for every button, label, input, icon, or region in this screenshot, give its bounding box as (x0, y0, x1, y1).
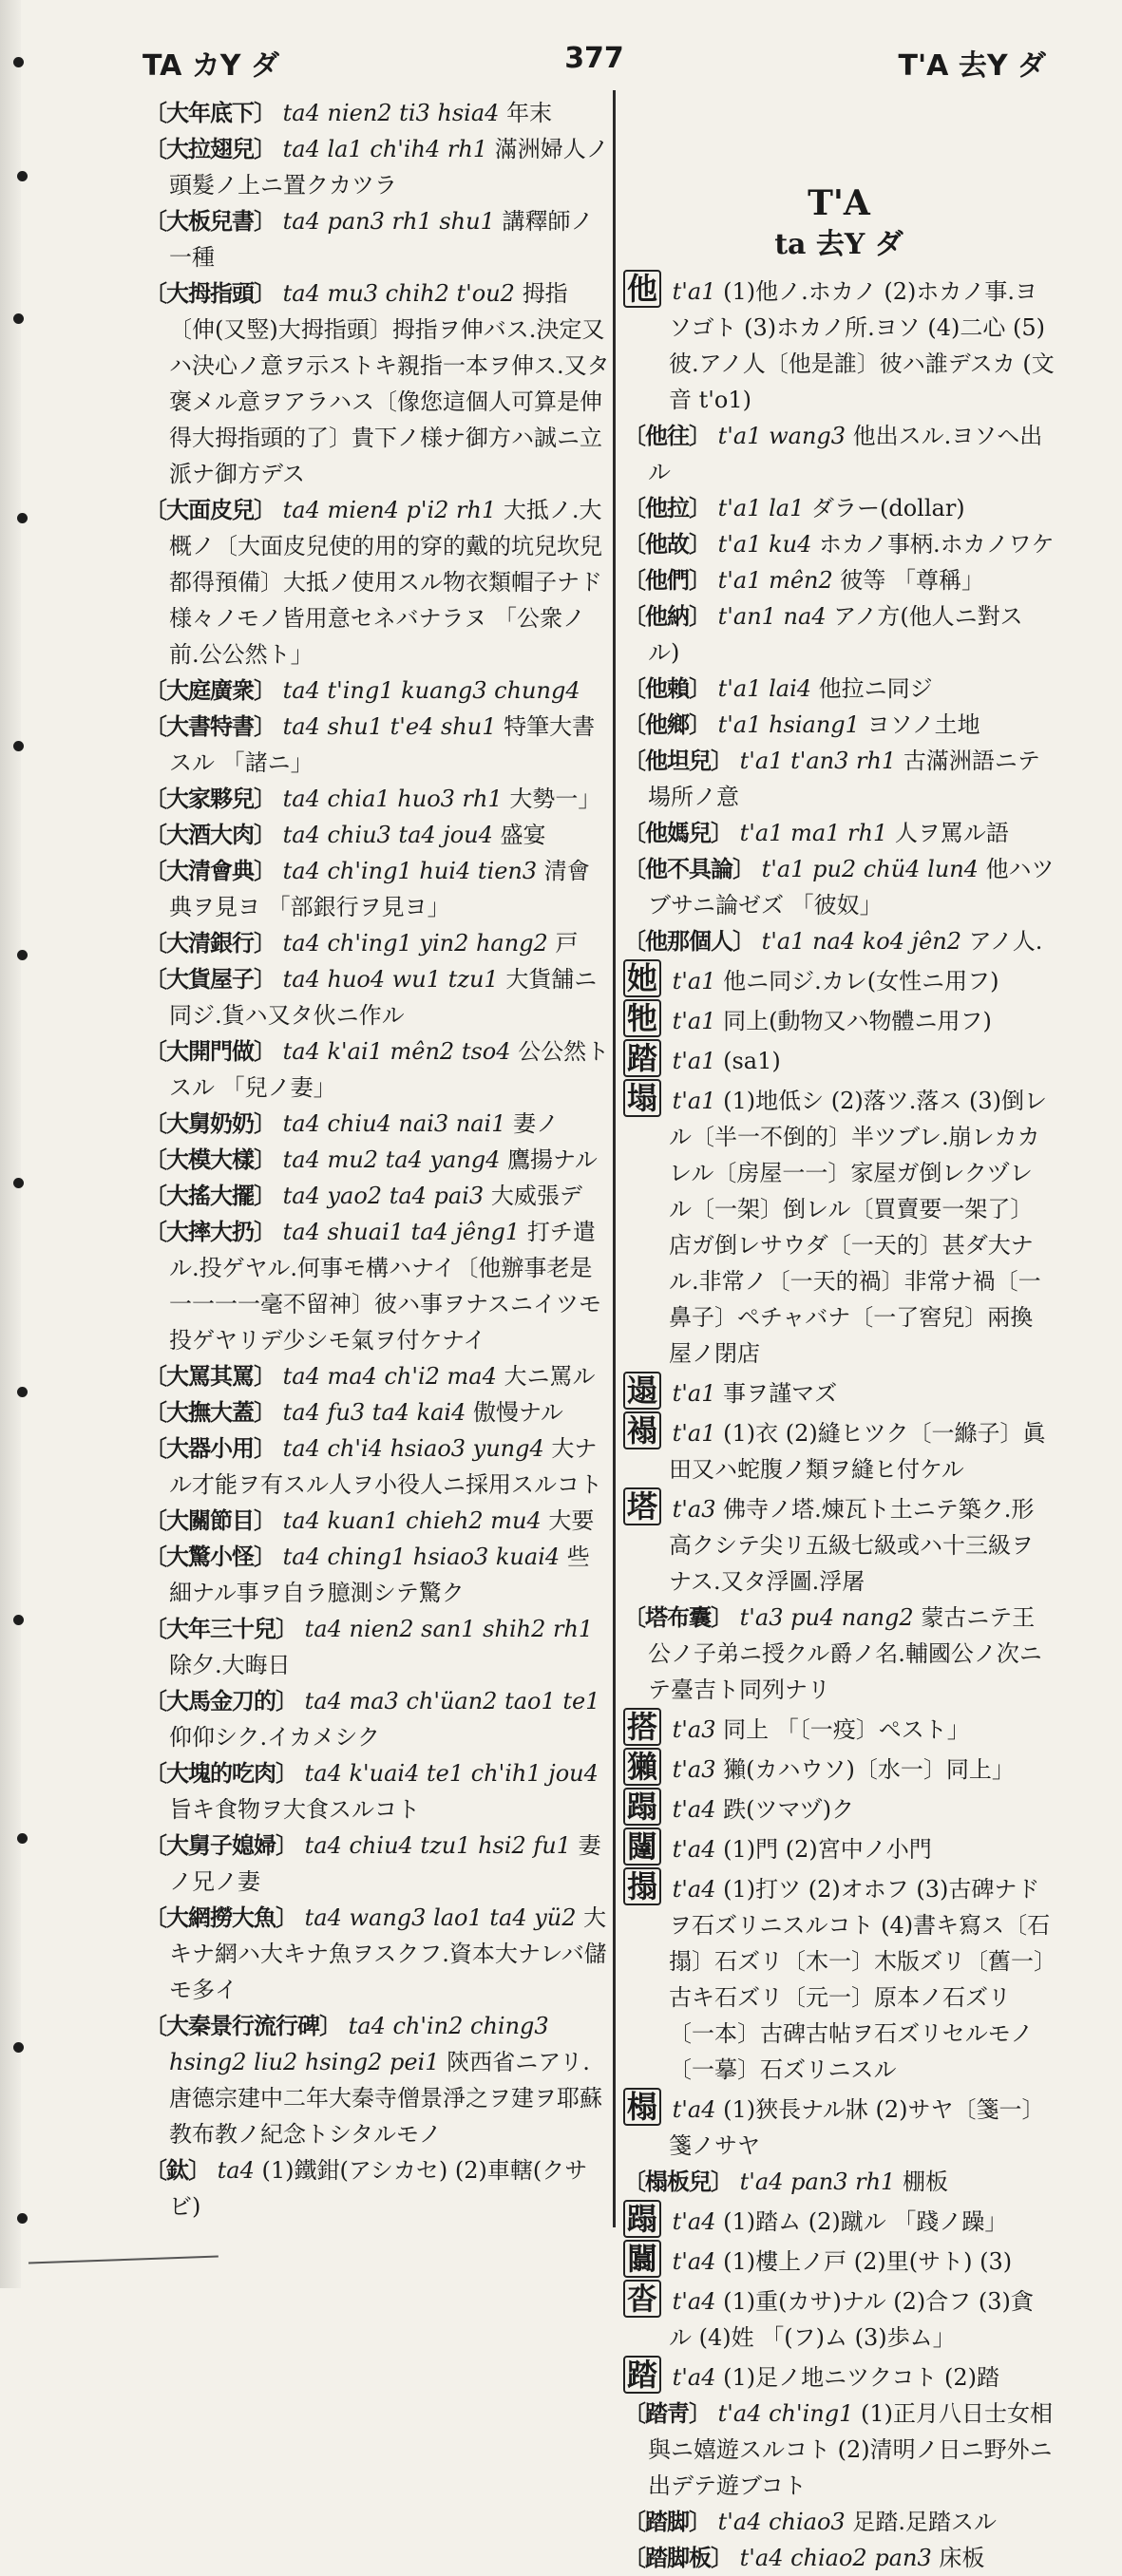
entry-definition: 跌(ツマヅ)ク (723, 1796, 855, 1823)
right-column (623, 95, 1055, 2571)
entry-definition: 大勢一」 (509, 786, 601, 812)
entry-definition: (sa1) (723, 1048, 781, 1074)
entry-definition: (1)衣 (2)縫ヒツク〔一縧子〕眞田又ハ蛇腹ノ類ヲ縫ヒ付ケル (669, 1420, 1046, 1483)
entry-romanization: ta4 shuai1 ta4 jêng1 (282, 1219, 521, 1245)
entry-headword: 〔大罵其罵〕 (144, 1362, 276, 1390)
right-entries (623, 270, 1055, 2576)
entry-romanization: t'a1 ku4 (717, 531, 812, 558)
entry-definition: 滿洲婦人ノ頭髮ノ上ニ置クカツラ (169, 136, 609, 199)
entry-definition: (1)門 (2)宮中ノ小門 (723, 1836, 932, 1863)
entry-romanization: t'a4 chiao3 (717, 2509, 846, 2535)
entry-romanization: ta4 t'ing1 kuang3 chung4 (282, 677, 580, 704)
entry-definition: 些細ナル事ヲ自ラ臆測シテ驚ク (169, 1544, 590, 1606)
page-header (143, 42, 1046, 85)
entry-romanization: t'a1 (672, 1380, 716, 1407)
entry-headword: 〔大馬金刀的〕 (144, 1687, 297, 1714)
entry-romanization: ta4 mu2 ta4 yang4 (282, 1146, 501, 1173)
entry-romanization: ta4 mien4 p'i2 rh1 (282, 497, 497, 523)
dictionary-entry (144, 1214, 610, 1358)
dictionary-entry (144, 1178, 610, 1214)
entry-definition: 床板 (939, 2545, 985, 2571)
entry-romanization: ta4 shu1 t'e4 shu1 (282, 713, 497, 740)
entry-definition: (1)狹長ナル牀 (2)サヤ〔箋一〕箋ノサヤ (669, 2096, 1045, 2159)
dictionary-entry (623, 2504, 1055, 2540)
dictionary-entry (623, 2088, 1055, 2164)
entry-headword: 〔大網撈大魚〕 (144, 1904, 297, 1931)
entry-romanization: t'a4 (672, 2096, 716, 2123)
entry-romanization: ta4 (217, 2157, 255, 2184)
entry-romanization: t'a1 (672, 1088, 716, 1114)
entry-romanization: ta4 k'uai4 te1 ch'ih1 jou4 (304, 1760, 599, 1787)
entry-headword: 〔鈦〕 (144, 2156, 210, 2184)
entry-romanization: t'a3 pu4 nang2 (739, 1604, 914, 1631)
dictionary-entry (623, 526, 1055, 562)
header-right: T'A 去Y ダ (898, 49, 1046, 83)
dictionary-entry (623, 707, 1055, 743)
dictionary-entry (623, 1788, 1055, 1828)
entry-headword: 闥 (623, 1828, 661, 1866)
dictionary-entry (623, 490, 1055, 526)
entry-definition: 妻ノ (513, 1110, 560, 1137)
dictionary-entry (144, 1683, 610, 1755)
entry-definition: 他ハツブサニ論ゼズ 「彼奴」 (648, 856, 1055, 919)
entry-romanization: ta4 fu3 ta4 kai4 (282, 1399, 466, 1426)
binding-hole (13, 57, 24, 67)
dictionary-entry (144, 1755, 610, 1828)
entry-definition: 大貨舗ニ同ジ.貨ハ又タ伙ニ作ル (169, 966, 598, 1029)
entry-definition: ホカノ事柄.ホカノワケ (819, 531, 1055, 558)
entry-romanization: t'a4 (672, 1796, 716, 1823)
page-number: 377 (564, 42, 624, 75)
dictionary-entry (144, 1033, 610, 1106)
entry-definition: 大抵ノ.大概ノ〔大面皮兒使的用的穿的戴的坑兒坎兒都得預備〕大抵ノ使用スル物衣類帽子ナド様々ノモノ皆用意セネバナラヌ 「公衆ノ前.公公然ト」 (169, 497, 602, 668)
entry-headword: 〔他拉〕 (623, 494, 711, 521)
binding-hole (13, 1178, 24, 1188)
entry-headword: 〔他鄉〕 (623, 710, 711, 738)
entry-definition: 傲慢ナル (473, 1399, 563, 1426)
entry-headword: 搨 (623, 1867, 661, 1905)
entry-definition: (1)地低シ (2)落ツ.落ス (3)倒レル〔半一不倒的〕半ツブレ.崩レカカレル〔房屋一一〕家屋ガ倒レクヅレル〔一架〕倒レル〔買賣要一架了〕店ガ倒レサウダ〔一天的〕甚ダ大ナル.非常ノ〔一天的禍〕非常ナ禍〔一鼻子〕ペチャバナ〔一了窖兒〕兩換屋ノ閉店 (669, 1088, 1047, 1367)
dictionary-entry (623, 1708, 1055, 1748)
entry-romanization: ta4 chiu4 nai3 nai1 (282, 1110, 506, 1137)
entry-definition: 古滿洲語ニテ場所ノ意 (648, 748, 1040, 810)
dictionary-entry (144, 853, 610, 925)
entry-headword: 〔他媽兒〕 (623, 819, 732, 846)
dictionary-entry (144, 203, 610, 275)
dictionary-entry (623, 2280, 1055, 2356)
dictionary-entry (144, 1503, 610, 1539)
entry-definition: 他ニ同ジ.カレ(女性ニ用フ) (723, 968, 999, 994)
dictionary-entry (144, 709, 610, 781)
entry-headword: 〔他賴〕 (623, 674, 711, 702)
entry-romanization: t'a1 (672, 1048, 716, 1074)
entry-definition: 大キナ網ハ大キナ魚ヲスクフ.資本大ナレバ儲モ多イ (169, 1904, 607, 2003)
dictionary-entry (623, 270, 1055, 418)
entry-definition: 戸 (555, 930, 579, 957)
entry-headword: 褟 (623, 1411, 661, 1449)
entry-definition: 公公然トスル 「兒ノ妻」 (169, 1038, 610, 1101)
dictionary-entry (144, 95, 610, 131)
entry-romanization: ta4 nien2 ti3 hsia4 (282, 100, 500, 126)
dictionary-entry (144, 1430, 610, 1503)
entry-romanization: ta4 la1 ch'ih4 rh1 (282, 136, 488, 162)
entry-headword: 〔踏脚板〕 (623, 2544, 732, 2571)
entry-headword: 〔他納〕 (623, 602, 711, 630)
entry-headword: 〔大搖大擺〕 (144, 1182, 276, 1209)
entry-romanization: t'a4 chiao2 pan3 (739, 2545, 932, 2571)
entry-headword: 〔他往〕 (623, 422, 711, 449)
dictionary-entry (623, 418, 1055, 490)
entry-definition: 大要 (548, 1507, 595, 1534)
dictionary-entry (623, 1600, 1055, 1708)
entry-headword: 〔大舅子媳婦〕 (144, 1831, 297, 1859)
entry-romanization: ta4 ch'i4 hsiao3 yung4 (282, 1435, 544, 1462)
entry-headword: 〔大板兒書〕 (144, 207, 276, 235)
entry-headword: 〔大面皮兒〕 (144, 496, 276, 523)
entry-romanization: ta4 mu3 chih2 t'ou2 (282, 280, 515, 307)
entry-romanization: t'a1 na4 ko4 jên2 (761, 928, 962, 955)
entry-definition: 獺(カハウソ)〔水一〕同上」 (723, 1756, 1015, 1783)
entry-headword: 〔大摔大扔〕 (144, 1218, 276, 1245)
entry-headword: 〔大拉翅兒〕 (144, 135, 276, 162)
entry-romanization: t'a3 (672, 1756, 716, 1783)
dictionary-entry (623, 562, 1055, 598)
entry-definition: 大ニ罵ル (504, 1363, 596, 1390)
binding-hole (13, 313, 24, 324)
entry-headword: 踏 (623, 2356, 661, 2394)
entry-definition: 鷹揚ナル (507, 1146, 598, 1173)
entry-headword: 沓 (623, 2280, 661, 2318)
entry-headword: 〔大秦景行流行碑〕 (144, 2012, 341, 2039)
scan-mark (29, 2256, 219, 2270)
entry-definition: (1)打ツ (2)オホフ (3)古碑ナドヲ石ズリニスルコト (4)書キ寫ス〔石搨〕石ズリ〔木一〕木版ズリ〔舊一〕古キ石ズリ〔元一〕原本ノ石ズリ〔一本〕古碑古帖ヲ石ズリセルモノ〔一摹〕石ズリニスル (669, 1876, 1051, 2083)
entry-definition: 特筆大書スル 「諸ニ」 (169, 713, 596, 776)
dictionary-entry (623, 2164, 1055, 2200)
entry-headword: 〔他那個人〕 (623, 927, 754, 955)
entry-headword: 〔大貨屋子〕 (144, 965, 276, 993)
binding-hole (17, 950, 28, 960)
dictionary-entry (623, 1039, 1055, 1079)
entry-romanization: ta4 wang3 lao1 ta4 yü2 (304, 1904, 577, 1931)
entry-headword: 〔大撫大蓋〕 (144, 1398, 276, 1426)
entry-romanization: t'a3 (672, 1496, 716, 1523)
entry-headword: 〔他坦兒〕 (623, 747, 732, 774)
entry-romanization: t'an1 na4 (717, 603, 827, 630)
entry-headword: 〔大庭廣衆〕 (144, 676, 276, 704)
entry-definition: (1)樓上ノ戸 (2)里(サト) (3) (723, 2248, 1013, 2275)
dictionary-entry (144, 131, 610, 203)
entry-definition: アノ人. (968, 928, 1043, 955)
entry-definition: 盛宴 (500, 822, 546, 848)
dictionary-entry (144, 672, 610, 709)
dictionary-entry (623, 1411, 1055, 1487)
dictionary-entry (144, 817, 610, 853)
entry-definition: 除夕.大晦日 (169, 1652, 291, 1678)
entry-definition: 打チ遣ル.投ゲヤル.何事モ構ハナイ〔他辦事老是一一一一毫不留神〕彼ハ事ヲナスニイツモ投ゲヤリデ少シモ氣ヲ付ケナイ (169, 1219, 602, 1354)
entry-definition: 蒙古ニテ王公ノ子弟ニ授クル爵ノ名.輔國公ノ次ニテ臺吉ト同列ナリ (648, 1604, 1042, 1703)
dictionary-entry (623, 815, 1055, 851)
left-column (144, 95, 610, 2220)
dictionary-entry (144, 2152, 610, 2225)
entry-romanization: t'a1 la1 (717, 495, 805, 521)
dictionary-entry (623, 2396, 1055, 2504)
dictionary-entry (623, 2240, 1055, 2280)
dictionary-entry (144, 1358, 610, 1394)
entry-definition: 旨キ食物ヲ大食スルコト (169, 1796, 420, 1823)
section-subtitle: ta 去Y ダ (774, 228, 903, 261)
entry-romanization: t'a1 hsiang1 (717, 711, 860, 738)
entry-romanization: t'a1 (672, 1008, 716, 1034)
entry-definition: (1)重(カサ)ナル (2)合フ (3)貪ル (4)姓 「(フ)ム (3)歩ム」 (669, 2288, 1034, 2351)
entry-definition: 彼等 「尊稱」 (840, 567, 985, 594)
dictionary-entry (144, 781, 610, 817)
binding-hole (17, 1387, 28, 1397)
dictionary-entry (144, 925, 610, 961)
entry-headword: 牠 (623, 999, 661, 1037)
dictionary-entry (623, 2540, 1055, 2576)
entry-headword: 〔大塊的吃肉〕 (144, 1759, 297, 1787)
entry-definition: 拇指〔伸(又竪)大拇指頭〕拇指ヲ伸バス.決定又ハ決心ノ意ヲ示ストキ親指一本ヲ伸ス.又タ褒メル意ヲアラハス〔像您這個人可算是伸得大拇指頭的了〕貴下ノ様ナ御方ハ誠ニ立派ナ御方デス (169, 280, 610, 487)
entry-headword: 〔他不具論〕 (623, 855, 754, 882)
section-title: T'A (808, 183, 870, 223)
entry-headword: 搭 (623, 1708, 661, 1746)
entry-headword: 〔榻板兒〕 (623, 2168, 732, 2195)
entry-headword: 〔大年三十兒〕 (144, 1615, 297, 1642)
entry-romanization: ta4 ma4 ch'i2 ma4 (282, 1363, 497, 1390)
entry-headword: 〔他故〕 (623, 530, 711, 558)
dictionary-entry (623, 1748, 1055, 1788)
entry-headword: 蹋 (623, 1788, 661, 1826)
entry-headword: 蹋 (623, 2200, 661, 2238)
dictionary-entry (144, 1394, 610, 1430)
binding-hole (13, 741, 24, 751)
entry-definition: 他出スル.ヨソヘ出ル (648, 423, 1043, 485)
entry-definition: ダラー(dollar) (810, 495, 965, 521)
entry-definition: (1)足ノ地ニツクコト (2)踏 (723, 2364, 1000, 2391)
entry-definition: (1)踏ム (2)蹴ル 「踐ノ躁」 (723, 2208, 1008, 2235)
entry-headword: 〔大家夥兒〕 (144, 785, 276, 812)
entry-headword: 〔踏脚〕 (623, 2508, 711, 2535)
entry-romanization: ta4 ching1 hsiao3 kuai4 (282, 1544, 561, 1570)
entry-romanization: t'a1 (672, 968, 716, 994)
entry-headword: 〔大模大樣〕 (144, 1146, 276, 1173)
entry-definition: 事ヲ謹マズ (723, 1380, 838, 1407)
entry-headword: 塌 (623, 1079, 661, 1117)
entry-headword: 〔大清銀行〕 (144, 929, 276, 957)
dictionary-entry (623, 1867, 1055, 2088)
entry-headword: 〔大書特書〕 (144, 712, 276, 740)
entry-definition: 同上 「〔一疫〕ペスト」 (723, 1716, 970, 1743)
entry-romanization: t'a1 (672, 1420, 716, 1447)
dictionary-entry (623, 1079, 1055, 1372)
entry-romanization: t'a1 mên2 (717, 567, 833, 594)
dictionary-entry (144, 2008, 610, 2152)
entry-definition: 人ヲ罵ル語 (894, 820, 1009, 846)
entry-definition: アノ方(他人ニ對スル) (648, 603, 1023, 666)
entry-definition: (1)他ノ.ホカノ (2)ホカノ事.ヨソゴト (3)ホカノ所.ヨソ (4)二心 (5)彼.アノ人〔他是誰〕彼ハ誰デスカ (文音 t'o1) (669, 278, 1055, 413)
entry-romanization: t'a4 (672, 2208, 716, 2235)
entry-romanization: ta4 huo4 wu1 tzu1 (282, 966, 499, 993)
entry-definition: 他拉ニ同ジ (818, 675, 933, 702)
entry-romanization: t'a1 lai4 (717, 675, 812, 702)
dictionary-entry (623, 743, 1055, 815)
entry-definition: 清會典ヲ見ヨ 「部銀行ヲ見ヨ」 (169, 858, 590, 920)
entry-definition: 大ナル才能ヲ有スル人ヲ小役人ニ採用スルコト (169, 1435, 602, 1498)
entry-romanization: t'a4 (672, 2288, 716, 2315)
entry-definition: ヨソノ土地 (866, 711, 980, 738)
entry-romanization: ta4 chia1 huo3 rh1 (282, 786, 503, 812)
entry-headword: 〔大器小用〕 (144, 1434, 276, 1462)
dictionary-entry (623, 851, 1055, 923)
entry-romanization: t'a1 (672, 278, 716, 305)
binding-margin (0, 0, 21, 2288)
entry-headword: 〔大清會典〕 (144, 857, 276, 884)
entry-headword: 〔塔布囊〕 (623, 1603, 732, 1631)
dictionary-entry (623, 959, 1055, 999)
entry-romanization: ta4 yao2 ta4 pai3 (282, 1183, 485, 1209)
entry-romanization: ta4 nien2 san1 shih2 rh1 (304, 1616, 594, 1642)
entry-headword: 〔踏靑〕 (623, 2399, 711, 2427)
entry-definition: 妻ノ兄ノ妻 (169, 1832, 601, 1895)
entry-definition: 大威張デ (490, 1183, 582, 1209)
entry-romanization: t'a1 wang3 (717, 423, 846, 449)
entry-headword: 榻 (623, 2088, 661, 2126)
entry-definition: 棚板 (902, 2169, 948, 2195)
entry-headword: 〔大年底下〕 (144, 99, 276, 126)
dictionary-entry (623, 1487, 1055, 1600)
entry-romanization: t'a4 (672, 1836, 716, 1863)
entry-romanization: ta4 ch'ing1 hui4 tien3 (282, 858, 538, 884)
entry-romanization: t'a1 ma1 rh1 (739, 820, 888, 846)
entry-headword: 〔大酒大肉〕 (144, 821, 276, 848)
dictionary-entry (144, 1611, 610, 1683)
entry-headword: 〔他們〕 (623, 566, 711, 594)
entry-headword: 她 (623, 959, 661, 997)
binding-hole (17, 1833, 28, 1844)
dictionary-entry (144, 1828, 610, 1900)
entry-headword: 闒 (623, 2240, 661, 2278)
binding-hole (13, 2042, 24, 2053)
dictionary-entry (623, 598, 1055, 671)
entry-romanization: ta4 ma3 ch'üan2 tao1 te1 (304, 1688, 600, 1714)
entry-romanization: t'a1 t'an3 rh1 (739, 748, 897, 774)
entry-romanization: ta4 chiu3 ta4 jou4 (282, 822, 493, 848)
entry-romanization: t'a4 (672, 1876, 716, 1903)
entry-headword: 遢 (623, 1372, 661, 1410)
column-divider (613, 90, 616, 2227)
dictionary-entry (144, 275, 610, 492)
entry-headword: 〔大開門做〕 (144, 1037, 276, 1065)
dictionary-entry (144, 961, 610, 1033)
entry-definition: 足踏.足踏スル (852, 2509, 997, 2535)
dictionary-entry (144, 1539, 610, 1611)
entry-definition: 陝西省ニアリ.唐德宗建中二年大秦寺僧景淨之ヲ建ヲ耶蘇教布教ノ紀念トシタルモノ (169, 2049, 602, 2148)
binding-hole (17, 171, 28, 181)
dictionary-entry (623, 671, 1055, 707)
entry-definition: (1)正月八日士女相與ニ嬉遊スルコト (2)清明ノ日ニ野外ニ出デテ遊ブコト (648, 2400, 1053, 2499)
entry-definition: 年末 (506, 100, 553, 126)
binding-hole (17, 513, 28, 523)
entry-romanization: ta4 k'ai1 mên2 tso4 (282, 1038, 511, 1065)
binding-hole (17, 2213, 28, 2224)
entry-romanization: t'a1 pu2 chü4 lun4 (761, 856, 979, 882)
entry-definition: 仰仰シク.イカメシク (169, 1724, 380, 1751)
dictionary-entry (623, 2356, 1055, 2396)
entry-romanization: t'a4 (672, 2364, 716, 2391)
entry-headword: 塔 (623, 1487, 661, 1525)
entry-romanization: ta4 chiu4 tzu1 hsi2 fu1 (304, 1832, 572, 1859)
entry-headword: 〔大關節目〕 (144, 1506, 276, 1534)
entry-definition: 佛寺ノ塔.煉瓦ト土ニテ築ク.形高クシテ尖リ五級七級或ハ十三級ヲナス.又タ浮圖.浮屠 (669, 1496, 1035, 1595)
entry-headword: 〔大舅奶奶〕 (144, 1109, 276, 1137)
entry-definition: (1)鐵鉗(アシカセ) (2)車轄(クサビ) (169, 2157, 588, 2220)
dictionary-entry (144, 1142, 610, 1178)
dictionary-entry (144, 1106, 610, 1142)
entry-definition: 同上(動物又ハ物體ニ用フ) (723, 1008, 992, 1034)
binding-hole (13, 1615, 24, 1625)
dictionary-entry (144, 1900, 610, 2008)
entry-romanization: ta4 ch'in2 ching3 hsing2 liu2 hsing2 pei1 (169, 2013, 549, 2075)
entry-headword: 獺 (623, 1748, 661, 1786)
dictionary-entry (623, 2200, 1055, 2240)
entry-romanization: ta4 kuan1 chieh2 mu4 (282, 1507, 542, 1534)
entry-headword: 踏 (623, 1039, 661, 1077)
entry-romanization: t'a3 (672, 1716, 716, 1743)
entry-romanization: t'a4 (672, 2248, 716, 2275)
entry-headword: 〔大拇指頭〕 (144, 279, 276, 307)
entry-definition: 講釋師ノ一種 (169, 208, 594, 271)
entry-romanization: ta4 ch'ing1 yin2 hang2 (282, 930, 548, 957)
dictionary-entry (623, 1372, 1055, 1411)
header-left: TA カY ダ (143, 49, 279, 83)
dictionary-entry (623, 923, 1055, 959)
entry-romanization: ta4 pan3 rh1 shu1 (282, 208, 495, 235)
entry-romanization: t'a4 pan3 rh1 (739, 2169, 896, 2195)
entry-romanization: t'a4 ch'ing1 (717, 2400, 854, 2427)
dictionary-entry (623, 999, 1055, 1039)
entry-headword: 〔大驚小怪〕 (144, 1543, 276, 1570)
entry-headword: 他 (623, 270, 661, 308)
dictionary-entry (623, 1828, 1055, 1867)
dictionary-entry (144, 492, 610, 672)
